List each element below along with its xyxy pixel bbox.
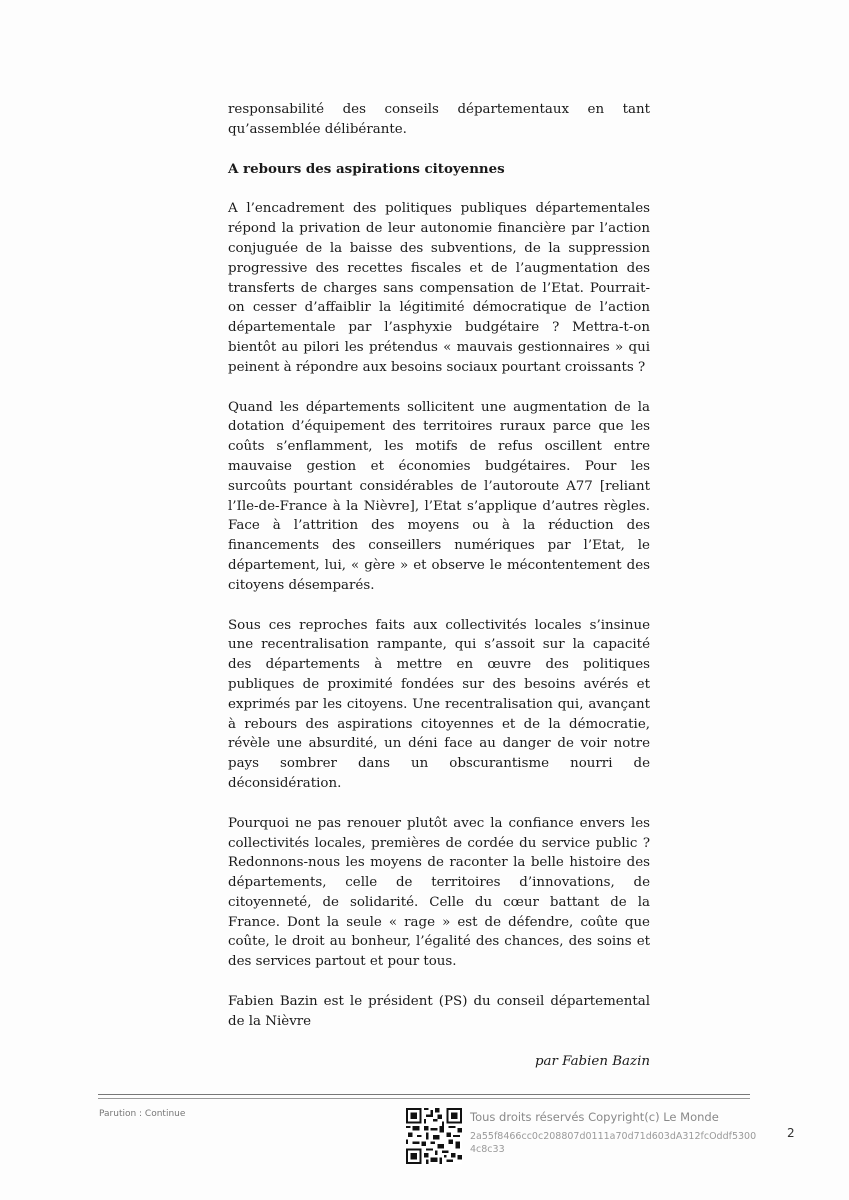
paragraph-3: Sous ces reproches faits aux collectivités locales s’insinue une recentralisation rampante, qui s’assoit sur la capacité des départements à mettre en œuvre des politiques publiques de proximité fondées sur des besoins avérés et exprimés par les citoyens. Une recentralisation qui, avançant à rebours des aspirations citoyennes et de la démocratie, révèle une absurdité, un déni face au danger de voir notre pays sombrer dans un obscurantisme nourri de déconsidération. xyxy=(228,617,650,791)
byline: par Fabien Bazin xyxy=(534,1053,650,1069)
document-hash: 2a55f8466cc0c208807d0111a70d71d603dA312fcOddf53004c8c33 xyxy=(470,1131,757,1155)
intro-tail-paragraph: responsabilité des conseils départementaux en tant qu’assemblée délibérante. xyxy=(228,102,650,137)
copyright-notice: Tous droits réservés Copyright(c) Le Monde xyxy=(470,1110,719,1124)
article-body xyxy=(228,100,650,1071)
qr-code-icon xyxy=(406,1108,462,1164)
author-note: Fabien Bazin est le président (PS) du conseil départemental de la Nièvre xyxy=(228,994,650,1029)
section-heading: A rebours des aspirations citoyennes xyxy=(228,160,505,177)
page-number: 2 xyxy=(787,1126,795,1140)
paragraph-4: Pourquoi ne pas renouer plutôt avec la confiance envers les collectivités locales, premières de cordée du service public ? Redonnons-nous les moyens de raconter la belle histoire des départements, celle de territoires d’innovations, de citoyenneté, de solidarité. Celle du cœur battant de la France. Dont la seule « rage » est de défendre, coûte que coûte, le droit au bonheur, l’égalité des chances, des soins et des services partout et pour tous. xyxy=(228,815,650,970)
parution-label: Parution : Continue xyxy=(99,1109,186,1119)
paragraph-2: Quand les départements sollicitent une augmentation de la dotation d’équipement des territoires ruraux parce que les coûts s’enflamment, les motifs de refus oscillent entre mauvaise gestion et économies budgétaires. Pour les surcoûts pourtant considérables de l’autoroute A77 [reliant l’Ile-de-France à la Nièvre], l’Etat s’applique d’autres règles. Face à l’attrition des moyens ou à la réduction des financements des conseillers numériques par l’Etat, le département, lui, « gère » et observe le mécontentement des citoyens désemparés. xyxy=(228,399,650,593)
footer-divider xyxy=(98,1094,750,1099)
paragraph-1: A l’encadrement des politiques publiques départementales répond la privation de leur autonomie financière par l’action conjuguée de la baisse des subventions, de la suppression progressive des recettes fiscales et de l’augmentation des transferts de charges sans compensation de l’Etat. Pourrait-on cesser d’affaiblir la légitimité démocratique de l’action départementale par l’asphyxie budgétaire ? Mettra-t-on bientôt au pilori les prétendus « mauvais gestionnaires » qui peinent à répondre aux besoins sociaux pourtant croissants ? xyxy=(228,201,650,375)
